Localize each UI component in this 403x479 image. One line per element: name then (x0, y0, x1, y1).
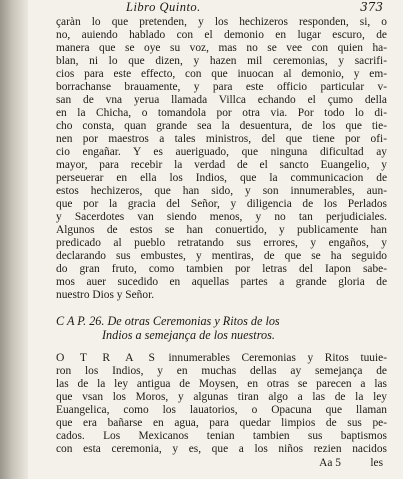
chapter-heading: C A P. 26. De otras Ceremonias y Ritos de los (56, 314, 280, 328)
binding-gutter (0, 0, 28, 479)
text-line: ron los Indios, y en muchas dellas ay semejança de (56, 365, 387, 377)
text-line: mos auer sucedido en aquellas partes a grande gloria de (56, 276, 387, 288)
text-line: las de la ley antigua de Moysen, en otras se parecen a las (56, 378, 387, 390)
page-number: 373 (360, 0, 383, 14)
text-line: cho consta, quan grande sea la desuentura, de los que tie- (56, 120, 387, 132)
paragraph-2-first-line (56, 351, 387, 365)
paragraph-2 (56, 351, 387, 456)
text-line: borrachanse brauamente, y para este officio particular v- (56, 81, 387, 93)
chapter-subheading: Indios a semejança de los nuestros. (102, 328, 275, 342)
text-line: cio engañar. Y es aueriguado, que ninguna dificultad ay (56, 146, 387, 158)
text-line: Algunos de estos se han conuertido, y publicamente han (56, 224, 387, 236)
text-line: en la Chicha, o tomandola por otra via. Por todo lo di- (56, 107, 387, 119)
paragraph-2-lines (56, 365, 387, 456)
catchword: les (370, 457, 383, 469)
text-line: y Sacerdotes van siendo menos, y no tan perjudiciales. (56, 211, 387, 223)
text-line: blan, ni lo que dizen, y hazen mil ceremonias, y sacrifi- (56, 55, 387, 67)
drop-capital: O T R A S (56, 351, 157, 364)
text-line: nuestro Dios y Señor. (56, 289, 155, 301)
running-title: Libro Quinto. (126, 0, 201, 14)
text-line: san de vna yerua llamada Villca echando el çumo della (56, 94, 387, 106)
text-line: declarando sus embustes, y mentiras, de que se ha seguido (56, 250, 387, 262)
text-line: que vsan los Moros, y algunas tiran algo a las de la ley (56, 391, 387, 403)
text-line: con esta ceremonia, y es, que a los niños rezien nacidos (56, 443, 387, 455)
text-line: do gran fruto, como tambien por letras del Iapon sabe- (56, 263, 387, 275)
text-line: estos hechizeros, que han sido, y son innumerables, aun- (56, 185, 387, 197)
text-line: nen por maestros a tales ministros, del que tiene por ofi- (56, 133, 387, 145)
text-line: no, auiendo hablado con el demonio en lugar escuro, de (56, 29, 387, 41)
text-line: cados. Los Mexicanos tenian tambien sus baptismos (56, 430, 387, 442)
text-line: cios para este effecto, con que inuocan al demonio, y em- (56, 68, 387, 80)
page-footer (56, 457, 387, 471)
text-line: que era bañarse en agua, para quedar limpios de sus pe- (56, 417, 387, 429)
text-line: que por la gracia del Señor, y diligencia de los Perlados (56, 198, 387, 210)
text-line: predicado al pueblo retratando sus errores, y engaños, y (56, 237, 387, 249)
first-line-text: innumerables Ceremonias y Ritos tuuie- (156, 352, 387, 364)
signature-mark: Aa 5 (319, 457, 341, 469)
text-line: manera que se oye su voz, mas no se vee con quien ha- (56, 42, 387, 54)
text-line: mayor, para recebir la verdad de el sancto Euangelio, y (56, 159, 387, 171)
running-head (56, 0, 387, 16)
text-line: Euangelica, como los lauatorios, o Opacuna que llaman (56, 404, 387, 416)
paragraph-1 (56, 16, 387, 302)
text-line: perseuerar en ella los Indios, que la communicacion de (56, 172, 387, 184)
text-line: çaràn lo que pretenden, y los hechizeros responden, si, o (56, 16, 387, 28)
